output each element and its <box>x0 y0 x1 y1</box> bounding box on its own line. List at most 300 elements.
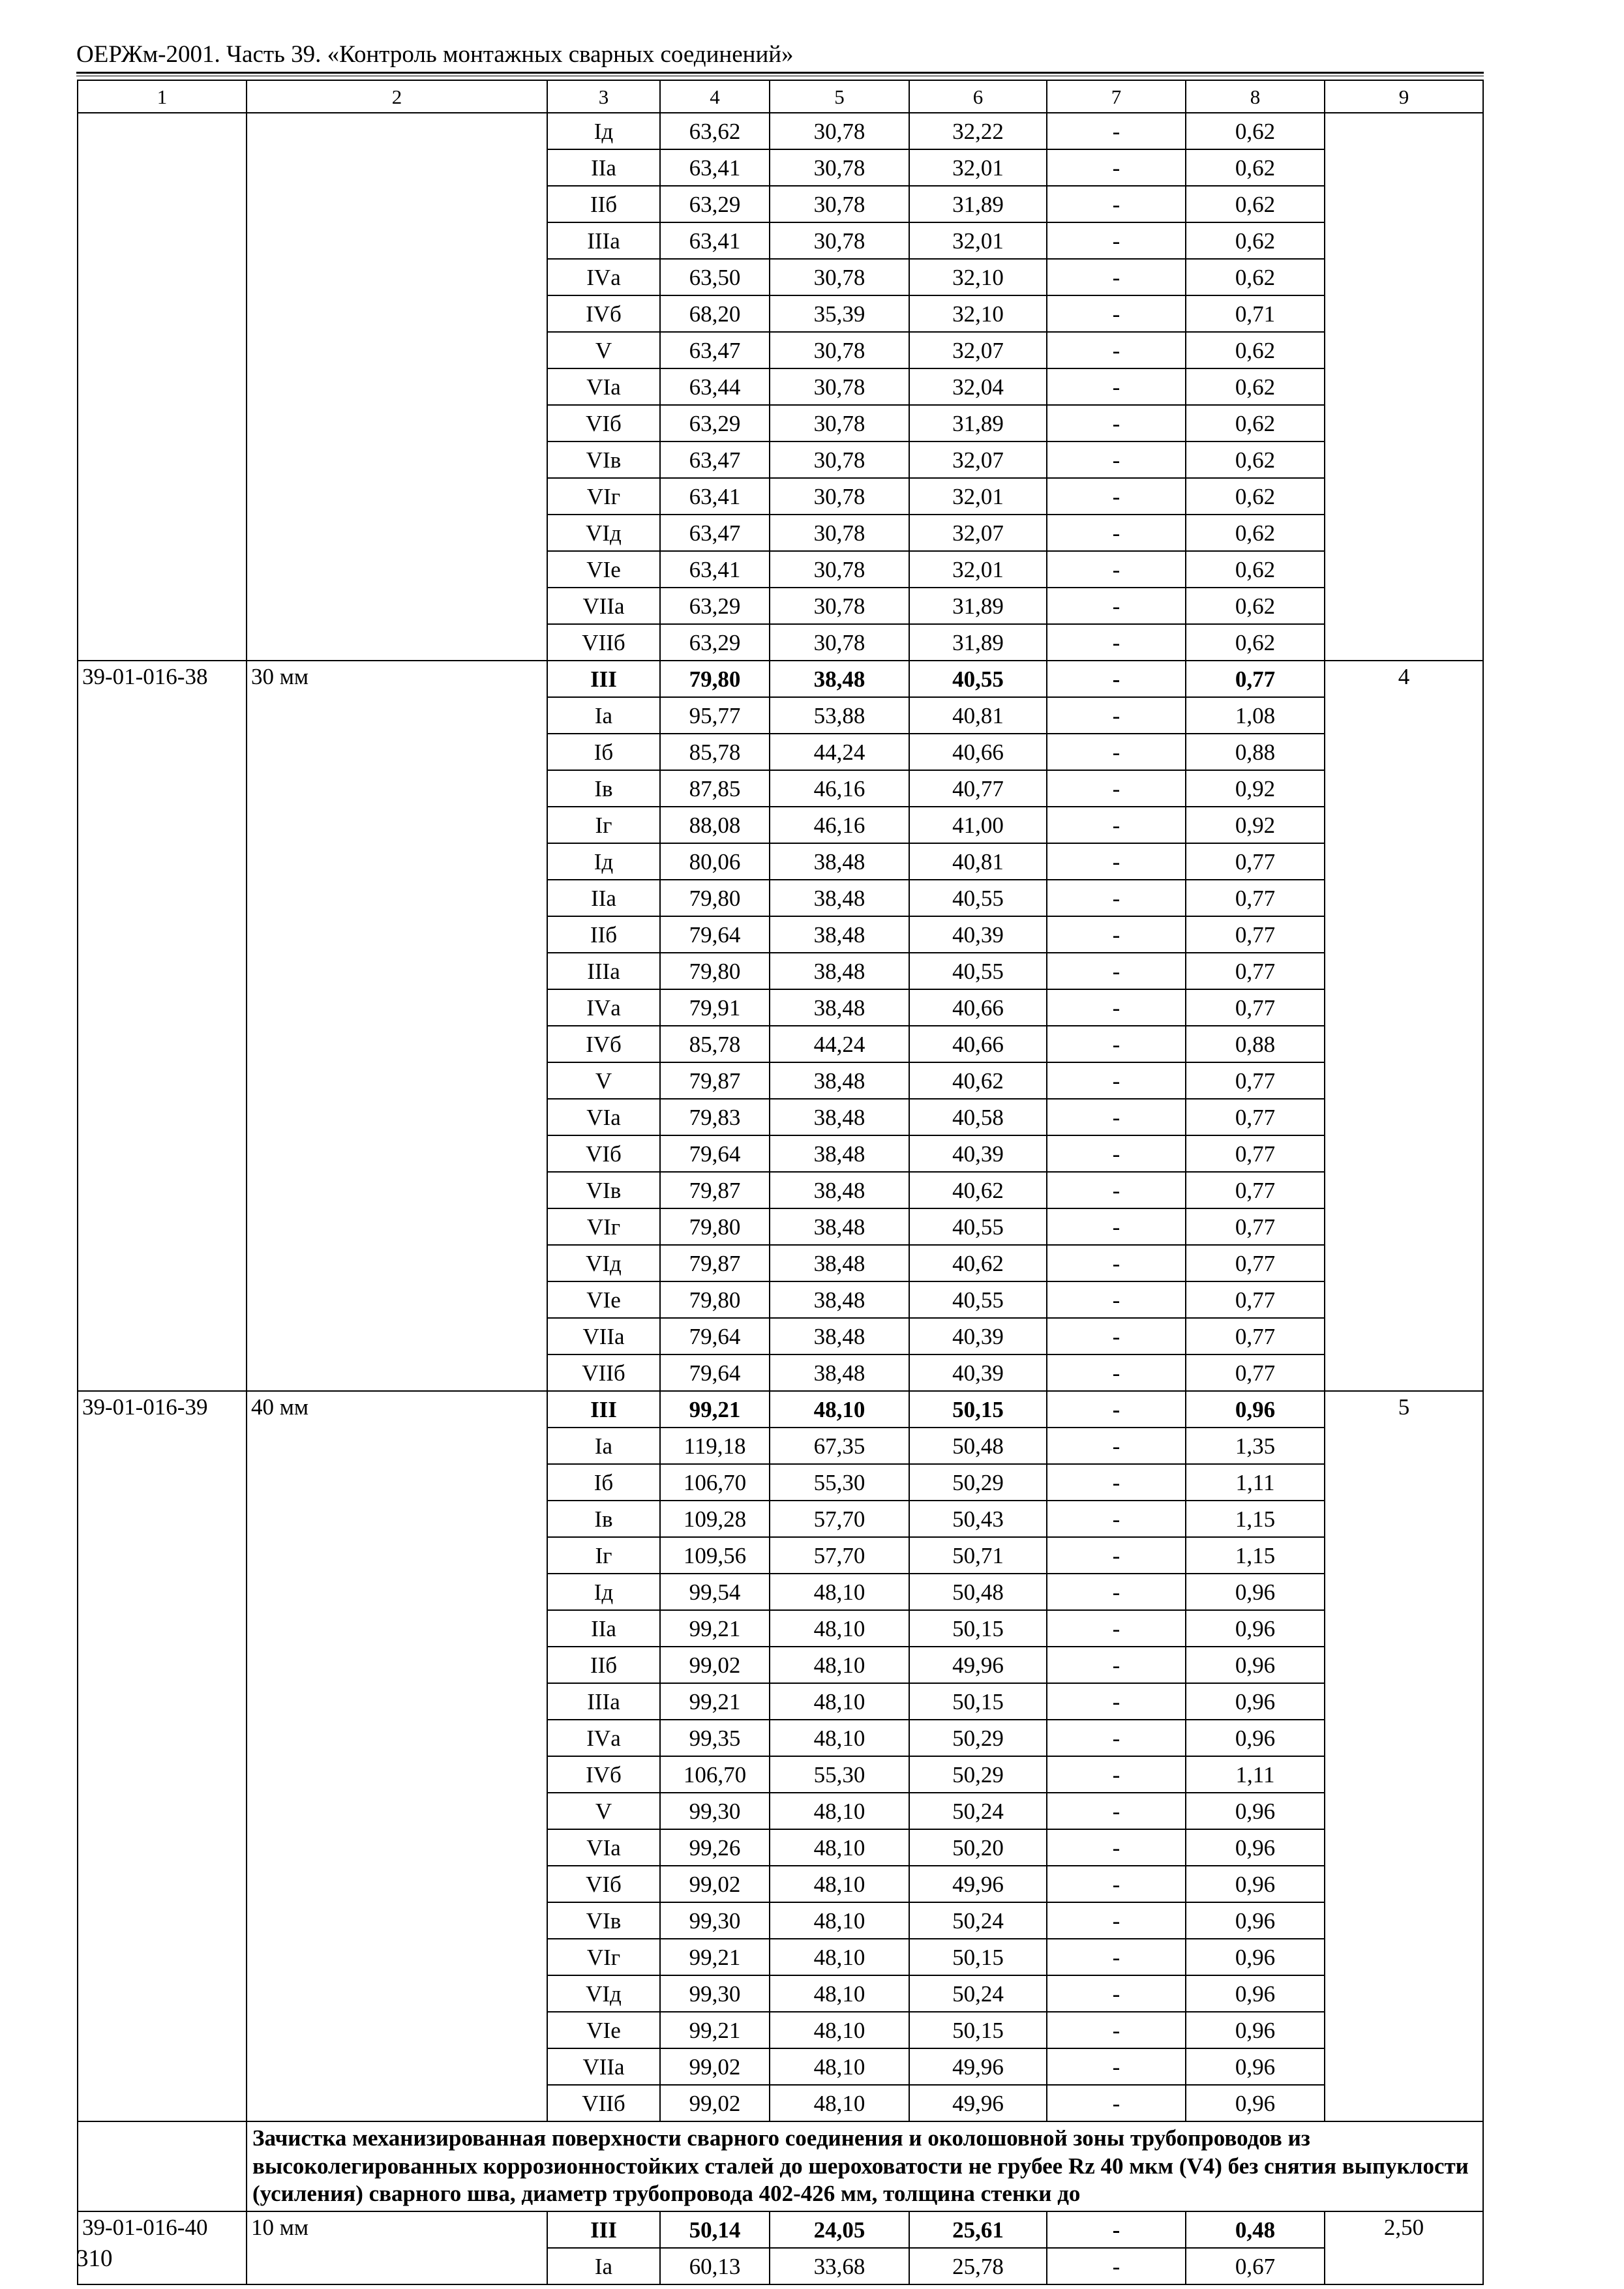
value-cell: - <box>1047 478 1186 515</box>
value-cell: 109,28 <box>660 1501 770 1537</box>
value-cell: 79,80 <box>660 1208 770 1245</box>
value-cell: 40,55 <box>909 880 1047 916</box>
value-cell: Iг <box>547 807 660 843</box>
value-cell: 63,29 <box>660 186 770 222</box>
value-cell: 0,96 <box>1186 1975 1325 2012</box>
value-cell: 99,02 <box>660 1866 770 1902</box>
value-cell: 79,64 <box>660 1318 770 1354</box>
value-cell: 32,01 <box>909 222 1047 259</box>
value-cell: 106,70 <box>660 1464 770 1501</box>
value-cell: 0,96 <box>1186 2085 1325 2121</box>
value-cell: - <box>1047 989 1186 1026</box>
value-cell: 99,02 <box>660 2085 770 2121</box>
value-cell: 79,80 <box>660 880 770 916</box>
value-cell: 0,96 <box>1186 1391 1325 1428</box>
column-number: 4 <box>660 80 770 113</box>
value-cell: 99,30 <box>660 1902 770 1939</box>
value-cell: 48,10 <box>770 1902 909 1939</box>
value-cell: IIб <box>547 916 660 953</box>
value-cell: 88,08 <box>660 807 770 843</box>
value-cell: 48,10 <box>770 1939 909 1975</box>
value-cell: 46,16 <box>770 770 909 807</box>
value-cell: - <box>1047 916 1186 953</box>
value-cell: - <box>1047 880 1186 916</box>
table-row <box>78 661 1483 697</box>
value-cell: 0,67 <box>1186 2248 1325 2284</box>
thickness-cell <box>247 113 547 661</box>
value-cell: 48,10 <box>770 1610 909 1647</box>
value-cell: - <box>1047 2248 1186 2284</box>
value-cell: 40,66 <box>909 734 1047 770</box>
value-cell: VIе <box>547 1281 660 1318</box>
value-cell: 38,48 <box>770 1172 909 1208</box>
value-cell: 85,78 <box>660 734 770 770</box>
value-cell: VIIб <box>547 624 660 661</box>
value-cell: 30,78 <box>770 368 909 405</box>
value-cell: 63,41 <box>660 551 770 588</box>
value-cell: 99,54 <box>660 1574 770 1610</box>
value-cell: 0,77 <box>1186 1245 1325 1281</box>
value-cell: 0,88 <box>1186 1026 1325 1062</box>
value-cell: 0,62 <box>1186 332 1325 368</box>
value-cell: 50,15 <box>909 1610 1047 1647</box>
value-cell: 0,77 <box>1186 1318 1325 1354</box>
value-cell: 49,96 <box>909 2048 1047 2085</box>
value-cell: 0,48 <box>1186 2211 1325 2248</box>
value-cell: 50,15 <box>909 1683 1047 1720</box>
value-cell: IIIа <box>547 222 660 259</box>
value-cell: 32,07 <box>909 515 1047 551</box>
value-cell: 0,62 <box>1186 222 1325 259</box>
value-cell: 0,96 <box>1186 1647 1325 1683</box>
value-cell: 1,11 <box>1186 1756 1325 1793</box>
column-number: 7 <box>1047 80 1186 113</box>
value-cell: 50,48 <box>909 1428 1047 1464</box>
thickness-cell: 40 мм <box>247 1391 547 2121</box>
value-cell: - <box>1047 697 1186 734</box>
value-cell: - <box>1047 2012 1186 2048</box>
value-cell: 32,07 <box>909 441 1047 478</box>
value-cell: VIг <box>547 1208 660 1245</box>
value-cell: 38,48 <box>770 1208 909 1245</box>
empty-cell <box>78 2121 247 2211</box>
value-cell: 0,62 <box>1186 515 1325 551</box>
value-cell: 49,96 <box>909 2085 1047 2121</box>
value-cell: VIг <box>547 1939 660 1975</box>
value-cell: 30,78 <box>770 478 909 515</box>
value-cell: IIIа <box>547 953 660 989</box>
value-cell: 0,62 <box>1186 259 1325 295</box>
value-cell: 63,47 <box>660 515 770 551</box>
value-cell: IIа <box>547 1610 660 1647</box>
value-cell: 0,92 <box>1186 770 1325 807</box>
column-number: 5 <box>770 80 909 113</box>
value-cell: 79,80 <box>660 661 770 697</box>
value-cell: 63,50 <box>660 259 770 295</box>
value-cell: - <box>1047 1062 1186 1099</box>
value-cell: 0,77 <box>1186 1135 1325 1172</box>
value-cell: - <box>1047 441 1186 478</box>
value-cell: 0,77 <box>1186 880 1325 916</box>
value-cell: 40,77 <box>909 770 1047 807</box>
value-cell: - <box>1047 1756 1186 1793</box>
value-cell: 40,66 <box>909 989 1047 1026</box>
value-cell: 0,77 <box>1186 916 1325 953</box>
page-number: 310 <box>76 2245 113 2272</box>
column-number: 9 <box>1325 80 1483 113</box>
value-cell: 50,71 <box>909 1537 1047 1574</box>
value-cell: - <box>1047 1939 1186 1975</box>
value-cell: 35,39 <box>770 295 909 332</box>
value-cell: 38,48 <box>770 1281 909 1318</box>
rates-table <box>77 80 1484 2285</box>
table-row <box>78 113 1483 149</box>
value-cell: 79,80 <box>660 953 770 989</box>
value-cell: VIб <box>547 1135 660 1172</box>
value-cell: 48,10 <box>770 1647 909 1683</box>
value-cell: - <box>1047 2085 1186 2121</box>
column-number: 2 <box>247 80 547 113</box>
value-cell: 40,55 <box>909 953 1047 989</box>
value-cell: Iб <box>547 734 660 770</box>
column-number: 8 <box>1186 80 1325 113</box>
value-cell: 80,06 <box>660 843 770 880</box>
value-cell: 40,81 <box>909 843 1047 880</box>
value-cell: IVа <box>547 989 660 1026</box>
value-cell: VIа <box>547 1099 660 1135</box>
value-cell: 30,78 <box>770 441 909 478</box>
value-cell: 0,71 <box>1186 295 1325 332</box>
value-cell: - <box>1047 2211 1186 2248</box>
value-cell: - <box>1047 149 1186 186</box>
value-cell: 99,30 <box>660 1793 770 1829</box>
value-cell: 32,07 <box>909 332 1047 368</box>
value-cell: 50,15 <box>909 1939 1047 1975</box>
value-cell: - <box>1047 1793 1186 1829</box>
value-cell: 0,96 <box>1186 2012 1325 2048</box>
value-cell: 0,88 <box>1186 734 1325 770</box>
value-cell: 85,78 <box>660 1026 770 1062</box>
value-cell: IIа <box>547 880 660 916</box>
value-cell: - <box>1047 661 1186 697</box>
value-cell: - <box>1047 551 1186 588</box>
value-cell: 40,62 <box>909 1245 1047 1281</box>
value-cell: 79,87 <box>660 1245 770 1281</box>
value-cell: IVб <box>547 1026 660 1062</box>
value-cell: 50,29 <box>909 1720 1047 1756</box>
value-cell: V <box>547 1793 660 1829</box>
value-cell: 79,87 <box>660 1062 770 1099</box>
value-cell: 79,64 <box>660 1135 770 1172</box>
value-cell: - <box>1047 624 1186 661</box>
value-cell: 48,10 <box>770 1391 909 1428</box>
value-cell: 30,78 <box>770 186 909 222</box>
value-cell: 0,77 <box>1186 989 1325 1026</box>
value-cell: VIа <box>547 368 660 405</box>
value-cell: 0,77 <box>1186 1281 1325 1318</box>
value-cell: VIе <box>547 2012 660 2048</box>
value-cell: IIб <box>547 186 660 222</box>
value-cell: - <box>1047 295 1186 332</box>
col9-cell <box>1325 113 1483 661</box>
value-cell: 63,29 <box>660 405 770 441</box>
table-row <box>78 2211 1483 2248</box>
value-cell: VIа <box>547 1829 660 1866</box>
value-cell: 55,30 <box>770 1756 909 1793</box>
value-cell: - <box>1047 259 1186 295</box>
value-cell: 0,62 <box>1186 441 1325 478</box>
value-cell: 50,20 <box>909 1829 1047 1866</box>
value-cell: VIв <box>547 1172 660 1208</box>
value-cell: VIе <box>547 551 660 588</box>
value-cell: VIIа <box>547 2048 660 2085</box>
code-cell: 39-01-016-38 <box>78 661 247 1391</box>
value-cell: 30,78 <box>770 149 909 186</box>
value-cell: 1,15 <box>1186 1501 1325 1537</box>
value-cell: 99,26 <box>660 1829 770 1866</box>
value-cell: 31,89 <box>909 624 1047 661</box>
value-cell: Iа <box>547 2248 660 2284</box>
value-cell: - <box>1047 113 1186 149</box>
value-cell: 0,62 <box>1186 113 1325 149</box>
value-cell: 99,35 <box>660 1720 770 1756</box>
value-cell: 30,78 <box>770 113 909 149</box>
value-cell: 1,08 <box>1186 697 1325 734</box>
value-cell: 0,96 <box>1186 1866 1325 1902</box>
value-cell: 30,78 <box>770 259 909 295</box>
value-cell: 50,14 <box>660 2211 770 2248</box>
value-cell: - <box>1047 953 1186 989</box>
value-cell: III <box>547 2211 660 2248</box>
section-description: Зачистка механизированная поверхности сварного соединения и околошовной зоны трубопроводов из высоколегированных коррозионностойких сталей до шероховатости не грубее Rz 40 мкм (V4) без снятия выпуклости (усиления) сварного шва, диаметр трубопровода 402-426 мм, толщина стенки до <box>247 2121 1483 2211</box>
value-cell: Iг <box>547 1537 660 1574</box>
value-cell: - <box>1047 1026 1186 1062</box>
value-cell: 99,21 <box>660 1939 770 1975</box>
value-cell: 24,05 <box>770 2211 909 2248</box>
value-cell: 0,96 <box>1186 1610 1325 1647</box>
value-cell: 40,55 <box>909 1208 1047 1245</box>
value-cell: 30,78 <box>770 222 909 259</box>
value-cell: VIв <box>547 441 660 478</box>
value-cell: - <box>1047 515 1186 551</box>
value-cell: VIIб <box>547 2085 660 2121</box>
value-cell: 40,58 <box>909 1099 1047 1135</box>
value-cell: - <box>1047 1866 1186 1902</box>
value-cell: 0,62 <box>1186 186 1325 222</box>
value-cell: - <box>1047 807 1186 843</box>
value-cell: 0,62 <box>1186 551 1325 588</box>
value-cell: - <box>1047 1902 1186 1939</box>
section-description-row <box>78 2121 1483 2211</box>
value-cell: 31,89 <box>909 186 1047 222</box>
value-cell: - <box>1047 186 1186 222</box>
value-cell: 99,02 <box>660 1647 770 1683</box>
value-cell: III <box>547 1391 660 1428</box>
value-cell: 0,77 <box>1186 953 1325 989</box>
value-cell: Iд <box>547 843 660 880</box>
value-cell: 40,55 <box>909 661 1047 697</box>
value-cell: 0,96 <box>1186 1793 1325 1829</box>
value-cell: 49,96 <box>909 1647 1047 1683</box>
value-cell: Iа <box>547 697 660 734</box>
value-cell: - <box>1047 770 1186 807</box>
value-cell: 32,01 <box>909 149 1047 186</box>
page-header-title: ОЕРЖм-2001. Часть 39. «Контроль монтажных сварных соединений» <box>76 41 794 68</box>
value-cell: 0,92 <box>1186 807 1325 843</box>
value-cell: 57,70 <box>770 1501 909 1537</box>
value-cell: 50,24 <box>909 1793 1047 1829</box>
value-cell: 63,44 <box>660 368 770 405</box>
value-cell: 49,96 <box>909 1866 1047 1902</box>
value-cell: 48,10 <box>770 1793 909 1829</box>
value-cell: 44,24 <box>770 1026 909 1062</box>
value-cell: 30,78 <box>770 515 909 551</box>
value-cell: 48,10 <box>770 2048 909 2085</box>
value-cell: 32,22 <box>909 113 1047 149</box>
value-cell: 38,48 <box>770 661 909 697</box>
value-cell: 30,78 <box>770 332 909 368</box>
value-cell: - <box>1047 1354 1186 1391</box>
value-cell: 57,70 <box>770 1537 909 1574</box>
value-cell: 60,13 <box>660 2248 770 2284</box>
value-cell: 38,48 <box>770 880 909 916</box>
value-cell: 38,48 <box>770 1135 909 1172</box>
value-cell: 79,64 <box>660 1354 770 1391</box>
value-cell: 79,87 <box>660 1172 770 1208</box>
value-cell: IIа <box>547 149 660 186</box>
value-cell: 99,21 <box>660 1391 770 1428</box>
value-cell: 50,48 <box>909 1574 1047 1610</box>
code-cell: 39-01-016-40 <box>78 2211 247 2284</box>
value-cell: 0,96 <box>1186 2048 1325 2085</box>
value-cell: 63,41 <box>660 222 770 259</box>
value-cell: 32,01 <box>909 478 1047 515</box>
value-cell: 40,39 <box>909 1354 1047 1391</box>
value-cell: 33,68 <box>770 2248 909 2284</box>
value-cell: 0,96 <box>1186 1574 1325 1610</box>
value-cell: - <box>1047 1610 1186 1647</box>
value-cell: VIд <box>547 1975 660 2012</box>
value-cell: - <box>1047 1829 1186 1866</box>
column-number: 6 <box>909 80 1047 113</box>
value-cell: 25,61 <box>909 2211 1047 2248</box>
value-cell: 40,66 <box>909 1026 1047 1062</box>
value-cell: 50,24 <box>909 1902 1047 1939</box>
value-cell: - <box>1047 1208 1186 1245</box>
value-cell: 48,10 <box>770 1829 909 1866</box>
value-cell: V <box>547 1062 660 1099</box>
value-cell: 38,48 <box>770 916 909 953</box>
value-cell: 48,10 <box>770 2012 909 2048</box>
value-cell: Iв <box>547 1501 660 1537</box>
value-cell: 38,48 <box>770 843 909 880</box>
value-cell: 119,18 <box>660 1428 770 1464</box>
value-cell: 0,62 <box>1186 149 1325 186</box>
value-cell: Iа <box>547 1428 660 1464</box>
col9-cell: 4 <box>1325 661 1483 1391</box>
value-cell: IVа <box>547 259 660 295</box>
value-cell: 48,10 <box>770 1574 909 1610</box>
value-cell: - <box>1047 1537 1186 1574</box>
value-cell: 63,47 <box>660 332 770 368</box>
value-cell: 0,77 <box>1186 661 1325 697</box>
value-cell: 32,04 <box>909 368 1047 405</box>
value-cell: IIIа <box>547 1683 660 1720</box>
value-cell: 44,24 <box>770 734 909 770</box>
value-cell: 109,56 <box>660 1537 770 1574</box>
value-cell: 79,91 <box>660 989 770 1026</box>
value-cell: 63,41 <box>660 149 770 186</box>
value-cell: IVа <box>547 1720 660 1756</box>
value-cell: III <box>547 661 660 697</box>
value-cell: - <box>1047 1391 1186 1428</box>
value-cell: 50,43 <box>909 1501 1047 1537</box>
thickness-cell: 10 мм <box>247 2211 547 2284</box>
value-cell: VIг <box>547 478 660 515</box>
value-cell: 99,21 <box>660 1683 770 1720</box>
value-cell: - <box>1047 1172 1186 1208</box>
value-cell: - <box>1047 734 1186 770</box>
value-cell: 79,64 <box>660 916 770 953</box>
value-cell: - <box>1047 368 1186 405</box>
value-cell: IIб <box>547 1647 660 1683</box>
column-number: 1 <box>78 80 247 113</box>
value-cell: 63,29 <box>660 588 770 624</box>
value-cell: 0,62 <box>1186 478 1325 515</box>
value-cell: 50,24 <box>909 1975 1047 2012</box>
col9-cell: 5 <box>1325 1391 1483 2121</box>
value-cell: 48,10 <box>770 2085 909 2121</box>
value-cell: VIд <box>547 515 660 551</box>
value-cell: 0,77 <box>1186 1099 1325 1135</box>
value-cell: 50,29 <box>909 1756 1047 1793</box>
value-cell: V <box>547 332 660 368</box>
value-cell: VIIб <box>547 1354 660 1391</box>
value-cell: 38,48 <box>770 1354 909 1391</box>
value-cell: 0,62 <box>1186 588 1325 624</box>
value-cell: 50,15 <box>909 1391 1047 1428</box>
table-body <box>78 80 1483 2284</box>
value-cell: - <box>1047 843 1186 880</box>
value-cell: 1,11 <box>1186 1464 1325 1501</box>
value-cell: 40,62 <box>909 1172 1047 1208</box>
value-cell: - <box>1047 1245 1186 1281</box>
value-cell: 0,96 <box>1186 1720 1325 1756</box>
column-number-row <box>78 80 1483 113</box>
value-cell: 40,62 <box>909 1062 1047 1099</box>
value-cell: - <box>1047 588 1186 624</box>
value-cell: - <box>1047 1281 1186 1318</box>
value-cell: Iв <box>547 770 660 807</box>
value-cell: 40,39 <box>909 1135 1047 1172</box>
value-cell: 63,29 <box>660 624 770 661</box>
value-cell: 50,15 <box>909 2012 1047 2048</box>
value-cell: 38,48 <box>770 1099 909 1135</box>
code-cell: 39-01-016-39 <box>78 1391 247 2121</box>
value-cell: 50,29 <box>909 1464 1047 1501</box>
value-cell: - <box>1047 1647 1186 1683</box>
value-cell: 31,89 <box>909 588 1047 624</box>
col9-cell: 2,50 <box>1325 2211 1483 2284</box>
value-cell: 99,21 <box>660 2012 770 2048</box>
value-cell: VIIа <box>547 588 660 624</box>
value-cell: 30,78 <box>770 551 909 588</box>
value-cell: 1,35 <box>1186 1428 1325 1464</box>
value-cell: - <box>1047 405 1186 441</box>
value-cell: 0,77 <box>1186 1208 1325 1245</box>
value-cell: 32,01 <box>909 551 1047 588</box>
value-cell: VIд <box>547 1245 660 1281</box>
